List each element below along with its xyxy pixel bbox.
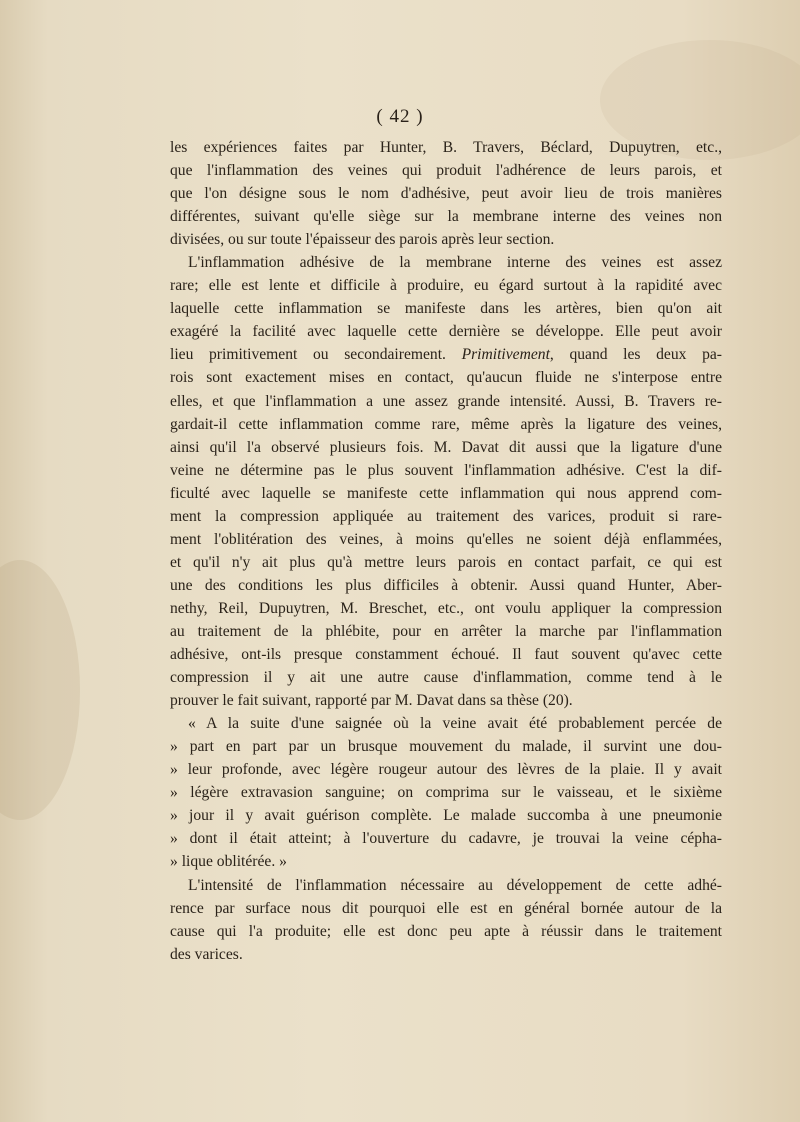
text-line: nethy, Reil, Dupuytren, M. Breschet, etc., ont voulu appliquer la compression — [170, 599, 722, 617]
quote-line: » légère extravasion sanguine; on comprima sur le vaisseau, et le sixième — [170, 784, 722, 802]
text-segment: , quand les deux pa- — [549, 346, 722, 364]
text-line: prouver le fait suivant, rapporté par M. Davat dans sa thèse (20). — [170, 692, 573, 710]
text-line: divisées, ou sur toute l'épaisseur des parois après leur section. — [170, 231, 555, 249]
text-line: adhésive, ont-ils presque constamment échoué. Il faut souvent qu'avec cette — [170, 646, 722, 664]
text-line: rois sont exactement mises en contact, qu'aucun fluide ne s'interpose entre — [170, 369, 722, 387]
text-line: les expériences faites par Hunter, B. Travers, Béclard, Dupuytren, etc., — [170, 139, 722, 156]
text-line: compression il y ait une autre cause d'inflammation, comme tend à le — [170, 669, 722, 687]
quote-line: » leur profonde, avec légère rougeur autour des lèvres de la plaie. Il y avait — [170, 761, 722, 779]
text-line: ficulté avec laquelle se manifeste cette inflammation qui nous apprend com- — [170, 484, 722, 502]
text-line: elles, et que l'inflammation a une assez grande intensité. Aussi, B. Travers re- — [170, 392, 722, 410]
text-line: au traitement de la phlébite, pour en arrêter la marche par l'inflammation — [170, 622, 722, 640]
quote-line: « A la suite d'une saignée où la veine avait été probablement percée de — [188, 715, 722, 733]
text-line: rare; elle est lente et difficile à produire, eu égard surtout à la rapidité avec — [170, 277, 722, 295]
text-line: et qu'il n'y ait plus qu'à mettre leurs parois en contact parfait, ce qui est — [170, 553, 722, 571]
text-line — [170, 343, 722, 366]
text-line: laquelle cette inflammation se manifeste dans les artères, bien qu'on ait — [170, 300, 722, 318]
italic-term: Primitivement — [461, 346, 550, 364]
text-line: différentes, suivant qu'elle siège sur la membrane interne des veines non — [170, 208, 722, 226]
text-line: cause qui l'a produite; elle est donc peu apte à réussir dans le traitement — [170, 922, 722, 940]
quote-line: » lique oblitérée. » — [170, 853, 287, 871]
text-line: L'inflammation adhésive de la membrane interne des veines est assez — [188, 254, 722, 272]
text-line: que l'inflammation des veines qui produit l'adhérence de leurs parois, et — [170, 162, 722, 180]
text-line: que l'on désigne sous le nom d'adhésive, peut avoir lieu de trois manières — [170, 185, 722, 203]
quote-line: » part en part par un brusque mouvement du malade, il survint une dou- — [170, 738, 722, 756]
text-line: ment la compression appliquée au traitement des varices, produit si rare- — [170, 507, 722, 525]
page-number: ( 42 ) — [376, 106, 424, 127]
text-line: ainsi qu'il l'a observé plusieurs fois. M. Davat dit aussi que la ligature d'une — [170, 438, 722, 456]
text-line: rence par surface nous dit pourquoi elle est en général bornée autour de la — [170, 899, 722, 917]
text-line: veine ne détermine pas le plus souvent l'inflammation adhésive. C'est la dif- — [170, 461, 722, 479]
text-line: une des conditions les plus difficiles à obtenir. Aussi quand Hunter, Aber- — [170, 576, 722, 594]
text-line: des varices. — [170, 945, 243, 963]
body-text — [170, 136, 722, 966]
paper-stain — [0, 560, 80, 820]
text-line: ment l'oblitération des veines, à moins qu'elles ne soient déjà enflammées, — [170, 530, 722, 548]
text-line: L'intensité de l'inflammation nécessaire au développement de cette adhé- — [188, 876, 722, 894]
quote-line: » dont il était atteint; à l'ouverture du cadavre, je trouvai la veine cépha- — [170, 830, 722, 848]
text-line: gardait-il cette inflammation comme rare, même après la ligature des veines, — [170, 415, 722, 433]
text-line: exagéré la facilité avec laquelle cette dernière se développe. Elle peut avoir — [170, 323, 722, 341]
text-segment: lieu primitivement ou secondairement. — [170, 346, 446, 364]
quote-line: » jour il y avait guérison complète. Le malade succomba à une pneumonie — [170, 807, 722, 825]
